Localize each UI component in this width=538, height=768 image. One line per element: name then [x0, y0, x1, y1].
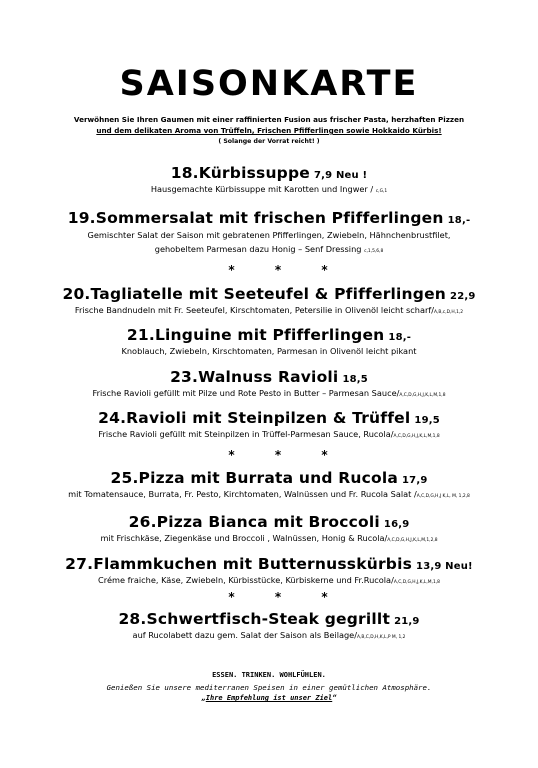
dish-description: Hausgemachte Kürbissuppe mit Karotten und Ingwer / c,G,1	[150, 184, 388, 194]
dish-price: 17,9	[402, 475, 428, 486]
dish-title: 28.Schwertfisch-Steak gegrillt 21,9	[118, 610, 420, 628]
dish-title: 27.Flammkuchen mit Butternusskürbis 13,9 Neu!	[65, 555, 473, 573]
dish-price: 22,9	[450, 291, 476, 302]
dish-description: Frische Ravioli gefüllt mit Steinpilzen in Trüffel-Parmesan Sauce, Rucola/A,C,D,G,H,J,K,L,M,1,8	[98, 429, 440, 439]
dish-description: Knoblauch, Zwiebeln, Kirschtomaten, Parmesan in Olivenöl leicht pikant	[121, 346, 417, 356]
dish-title: 21.Linguine mit Pfifferlingen 18,-	[126, 326, 412, 344]
dish-title: 25.Pizza mit Burrata und Rucola 17,9	[110, 469, 428, 487]
dish-price: 21,9	[394, 616, 420, 627]
intro-line-3: ( Solange der Vorrat reicht! )	[218, 138, 320, 145]
separator-stars: * * *	[228, 263, 346, 277]
footer-motto: „Ihre Empfehlung ist unser Ziel“	[201, 694, 337, 702]
dish-price: 16,9	[383, 519, 410, 530]
allergen-codes: A,B,C,D,H,K,L,P M, 1,2	[356, 635, 406, 640]
separator-stars: * * *	[228, 448, 346, 462]
dish-title: 26.Pizza Bianca mit Broccoli 16,9	[128, 513, 410, 531]
allergen-codes: A,C,D,G,H,J,K,L,M,1,8	[393, 580, 440, 585]
dish-description: Gemischter Salat der Saison mit gebratenen Pfifferlingen, Zwiebeln, Hähnchenbrustfilet,	[87, 230, 451, 240]
dish-description: Frische Ravioli gefüllt mit Pilze und Rote Pesto in Butter – Parmesan Sauce/A,C,D,G,H,J,K,L,M,1,8	[92, 388, 446, 398]
page-title: SAISONKARTE	[119, 64, 419, 104]
dish-price: 7,9 Neu !	[313, 170, 368, 181]
dish-title: 20.Tagliatelle mit Seeteufel & Pfifferlingen 22,9	[62, 285, 476, 303]
allergen-codes: c,G,1	[375, 189, 388, 194]
allergen-codes: A,B,c,D,H,1,2	[434, 310, 464, 315]
allergen-codes: c,1,5,6,8	[364, 249, 384, 254]
dish-title: 23.Walnuss Ravioli 18,5	[170, 368, 368, 386]
allergen-codes: A,C,D,G,H,J K,L, M, 1,2,8	[416, 494, 470, 499]
dish-description: gehobeltem Parmesan dazu Honig – Senf Dressing c,1,5,6,8	[154, 244, 384, 254]
dish-price: 13,9 Neu!	[416, 561, 473, 572]
dish-price: 18,-	[447, 215, 471, 226]
allergen-codes: A,C,D,G,H,J,K,L,M,1,8	[393, 434, 440, 439]
dish-description: Créme fraiche, Käse, Zwiebeln, Kürbisstücke, Kürbiskerne und Fr.Rucola/A,C,D,G,H,J,K,L,M,1,8	[98, 575, 440, 585]
dish-description: mit Frischkäse, Ziegenkäse und Broccoli , Walnüssen, Honig & Rucola/A,C,D,G,H,J,K,L,M,1,2,8	[100, 533, 438, 543]
allergen-codes: A,C,D,G,H,J,K,L,M,1,8	[399, 393, 446, 398]
footer-text: Genießen Sie unsere mediterranen Speisen in einer gemütlichen Atmosphäre.	[106, 683, 432, 692]
dish-title: 18.Kürbissuppe 7,9 Neu !	[170, 164, 368, 182]
intro-line-2: und dem delikaten Aroma von Trüffeln, Frischen Pfifferlingen sowie Hokkaido Kürbis!	[96, 126, 442, 135]
allergen-codes: A,C,D,G,H,J,K,L,M,1,2,8	[387, 538, 438, 543]
dish-description: mit Tomatensauce, Burrata, Fr. Pesto, Kirchtomaten, Walnüssen und Fr. Rucola Salat /A,C,D,G,H,J K,L, M, 1,2,8	[68, 489, 470, 499]
dish-price: 18,-	[388, 332, 412, 343]
dish-description: Frische Bandnudeln mit Fr. Seeteufel, Kirschtomaten, Petersilie in Olivenöl leicht scharf/A,B,c,D,H,1,2	[74, 305, 464, 315]
separator-stars: * * *	[228, 590, 346, 604]
dish-title: 19.Sommersalat mit frischen Pfifferlingen 18,-	[67, 209, 471, 227]
dish-title: 24.Ravioli mit Steinpilzen & Trüffel 19,5	[98, 409, 440, 427]
footer-tagline: ESSEN. TRINKEN. WOHLFÜHLEN.	[212, 671, 326, 679]
dish-price: 19,5	[414, 415, 440, 426]
dish-description: auf Rucolabett dazu gem. Salat der Saison als Beilage/A,B,C,D,H,K,L,P M, 1,2	[132, 630, 406, 640]
dish-price: 18,5	[342, 374, 368, 385]
intro-line-1: Verwöhnen Sie Ihren Gaumen mit einer raffinierten Fusion aus frischer Pasta, herzhaften Pizzen	[73, 115, 465, 124]
